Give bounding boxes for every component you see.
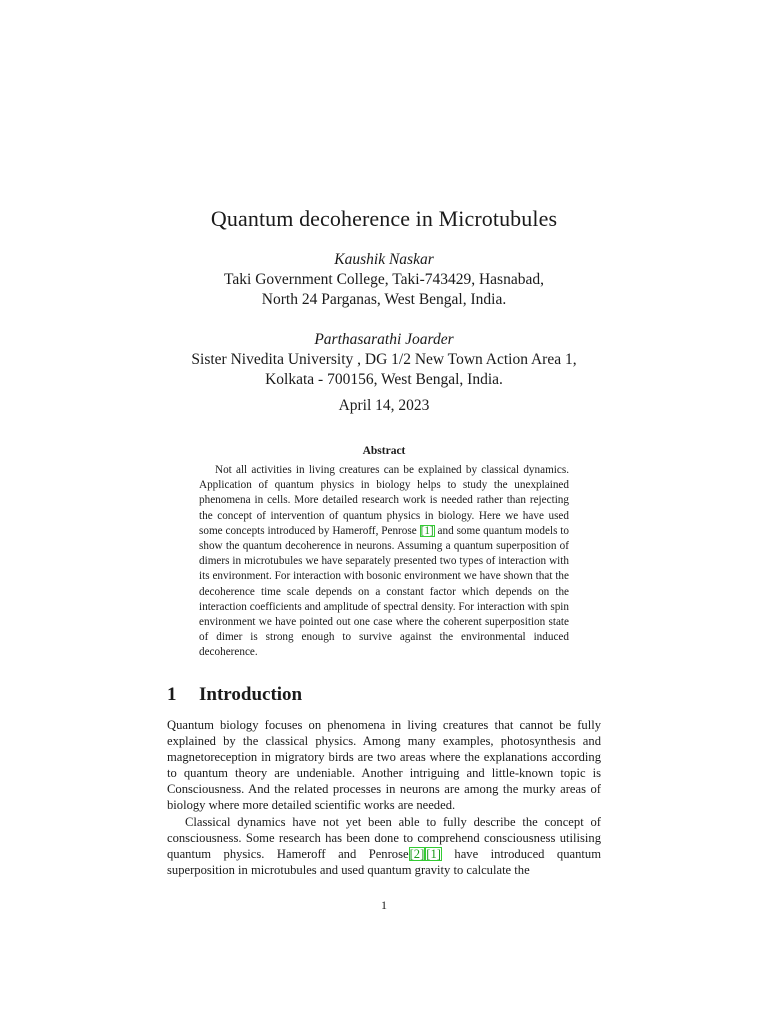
section-heading [167,684,302,706]
abstract-text-part: and some quantum models to show the quantum decoherence in neurons. Assuming a quantum superposition of dimers in microtubules we have separately presented two types of interaction with its environment. For interaction with bosonic environment we have shown that the decoherence time scale depends on a constant factor which depends on the interaction coefficients and amplitude of spectral density. For interaction with spin environment we have pointed out one case where the coherent superposition state of dimer is strong enough to survive against the environmental induced decoherence. [199,524,570,659]
citation-link[interactable]: [1] [426,846,441,861]
author-affiliation: Sister Nivedita University , DG 1/2 New Town Action Area 1, [191,351,577,368]
paragraph: Quantum biology focuses on phenomena in living creatures that cannot be fully explained by the classical physics. Among many examples, photosynthesis and magnetoreception in migratory birds are two areas where the explanations according to quantum theory are undeniable. Another intriguing and little-known topic is Consciousness. And the related processes in neurons are among the murky areas of biology where more detailed scientific works are needed. [167,718,601,813]
author-affiliation: Kolkata - 700156, West Bengal, India. [265,371,503,388]
paragraph-text: Classical dynamics have not yet been able to fully describe the concept of consciousness. Some research has been done to comprehend consciousness utilising quantum physics. Hameroff and Penrose [167,814,601,861]
paper-title: Quantum decoherence in Microtubules [210,206,558,231]
section-number: 1 [167,684,177,705]
abstract-text [199,463,569,661]
citation-link[interactable]: [1] [420,524,434,537]
abstract-text-part: Not all activities in living creatures can be explained by classical dynamics. Application of quantum physics in biology helps to study the unexplained phenomena in cells. More detailed research work is needed rather than rejecting the concept of intervention of quantum physics in biology. Here we have used some concepts introduced by Hameroff, Penrose [199,464,569,537]
author-affiliation: Taki Government College, Taki-743429, Hasnabad, [224,271,544,288]
citation-link[interactable]: [2] [409,846,425,861]
author-block-2 [0,330,768,390]
section-body [167,717,601,878]
author-name: Kaushik Naskar [334,251,434,268]
paper-date: April 14, 2023 [338,397,430,414]
paragraph [167,814,601,878]
author-block-1 [0,250,768,310]
abstract-heading: Abstract [362,445,406,457]
author-affiliation: North 24 Parganas, West Bengal, India. [261,291,507,308]
paragraph-text: have introduced quantum superposition in microtubules and used quantum gravity to calculate the [167,846,602,877]
author-name: Parthasarathi Joarder [314,331,454,348]
page-number: 1 [381,898,387,912]
section-title: Introduction [199,684,303,705]
